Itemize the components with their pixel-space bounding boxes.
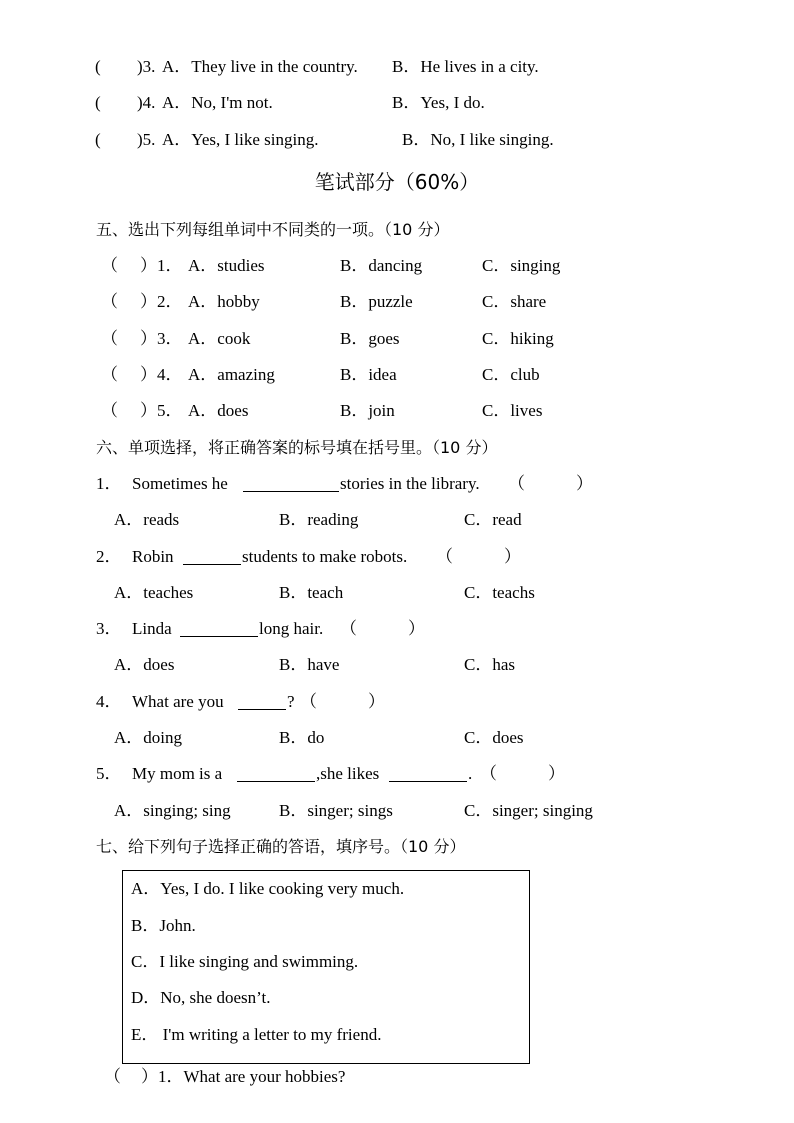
- question-text-post: .: [468, 764, 473, 783]
- question-number: 5．: [96, 764, 122, 783]
- option-c: C．teachs: [464, 583, 535, 602]
- option-c: C．read: [464, 510, 522, 529]
- question-5: [0, 762, 794, 786]
- option-b: B．dancing: [340, 256, 423, 275]
- answer-option-c: [0, 950, 794, 974]
- option-b: B．singer; sings: [279, 801, 393, 820]
- answer-paren: （: [101, 256, 118, 275]
- question-text-mid: ,she likes: [316, 764, 380, 783]
- answer-blank-1[interactable]: [237, 765, 315, 782]
- option-a: A．No, I'm not.: [162, 93, 273, 112]
- option-a: A．doing: [114, 728, 182, 747]
- question-text-pre: Robin: [132, 547, 174, 566]
- answer-option-a: [0, 877, 794, 901]
- question-4: [0, 690, 794, 714]
- answer-option-b: [0, 914, 794, 938]
- section5-item-1: [0, 254, 794, 278]
- option-a: A．They live in the country.: [162, 57, 358, 76]
- answer-paren: （: [101, 292, 118, 311]
- item-number: ）5．: [140, 401, 183, 420]
- answer-blank[interactable]: [183, 548, 241, 565]
- option-b: B．No, I like singing.: [402, 130, 554, 149]
- question-number: 3．: [96, 619, 122, 638]
- section7-heading-text: 七、给下列句子选择正确的答语，填序号。（10 分）: [96, 837, 466, 856]
- option-a: A．does: [188, 401, 249, 420]
- question-text-post: long hair.: [259, 619, 324, 638]
- question-3: [0, 617, 794, 641]
- answer-paren[interactable]: （: [104, 1067, 121, 1086]
- section5-item-4: [0, 363, 794, 387]
- answer-paren[interactable]: （ ）: [480, 764, 565, 783]
- option-c: C．does: [464, 728, 524, 747]
- option-c: C．hiking: [482, 329, 554, 348]
- answer-paren: （: [101, 365, 118, 384]
- answer-paren[interactable]: （ ）: [436, 547, 521, 566]
- option-b: B．do: [279, 728, 325, 747]
- section5-item-5: [0, 399, 794, 423]
- answer-paren[interactable]: （ ）: [300, 692, 385, 711]
- option-b: B．teach: [279, 583, 344, 602]
- written-part-title: 笔试部分（60%）: [314, 170, 480, 194]
- option-b: B．Yes, I do.: [392, 93, 485, 112]
- section6-heading-text: 六、单项选择，将正确答案的标号填在括号里。（10 分）: [96, 438, 498, 457]
- answer-paren: (: [95, 130, 101, 149]
- section7-question-1: [0, 1065, 794, 1089]
- section5-item-2: [0, 290, 794, 314]
- option-b: B．idea: [340, 365, 397, 384]
- answer-paren: （: [101, 329, 118, 348]
- question-1-options: [0, 508, 794, 532]
- answer-option-text: A．Yes, I do. I like cooking very much.: [131, 879, 405, 898]
- section5-heading-text: 五、选出下列每组单词中不同类的一项。（10 分）: [96, 220, 450, 239]
- section5-item-3: [0, 327, 794, 351]
- option-c: C．share: [482, 292, 547, 311]
- question-text-pre: Sometimes he: [132, 474, 228, 493]
- option-c: C．lives: [482, 401, 543, 420]
- question-1: [0, 472, 794, 496]
- question-text-post: stories in the library.: [340, 474, 480, 493]
- section5-heading: [0, 218, 794, 242]
- question-text-pre: My mom is a: [132, 764, 223, 783]
- listening-item-3: [0, 55, 794, 79]
- question-text-post: ?: [287, 692, 295, 711]
- option-b: B．goes: [340, 329, 400, 348]
- answer-option-text: B．John.: [131, 916, 196, 935]
- item-number: ）3．: [140, 329, 183, 348]
- answer-paren[interactable]: （ ）: [340, 619, 425, 638]
- option-b: B．join: [340, 401, 395, 420]
- option-c: C．club: [482, 365, 540, 384]
- answer-blank[interactable]: [243, 475, 339, 492]
- item-number: )4.: [137, 93, 156, 112]
- option-a: A．does: [114, 655, 175, 674]
- question-text: ）1．What are your hobbies?: [141, 1067, 346, 1086]
- item-number: )5.: [137, 130, 156, 149]
- question-text-pre: Linda: [132, 619, 172, 638]
- option-a: A．studies: [188, 256, 265, 275]
- answer-paren: (: [95, 93, 101, 112]
- answer-blank-2[interactable]: [389, 765, 467, 782]
- question-text-post: students to make robots.: [242, 547, 408, 566]
- option-a: A．Yes, I like singing.: [162, 130, 319, 149]
- option-a: A．singing; sing: [114, 801, 231, 820]
- answer-paren[interactable]: （ ）: [508, 474, 593, 493]
- answer-option-text: D．No, she doesn’t.: [131, 988, 271, 1007]
- answer-option-e: [0, 1023, 794, 1047]
- option-a: A．teaches: [114, 583, 194, 602]
- answer-option-text: C．I like singing and swimming.: [131, 952, 359, 971]
- item-number: ）4．: [140, 365, 183, 384]
- option-c: C．singing: [482, 256, 561, 275]
- listening-item-5: [0, 128, 794, 152]
- question-number: 1．: [96, 474, 122, 493]
- item-number: )3.: [137, 57, 156, 76]
- section6-heading: [0, 436, 794, 460]
- question-number: 2．: [96, 547, 122, 566]
- question-3-options: [0, 653, 794, 677]
- option-a: A．cook: [188, 329, 251, 348]
- question-2: [0, 545, 794, 569]
- option-b: B．reading: [279, 510, 359, 529]
- item-number: ）1．: [140, 256, 183, 275]
- question-2-options: [0, 581, 794, 605]
- option-c: C．has: [464, 655, 515, 674]
- answer-paren: （: [101, 401, 118, 420]
- question-number: 4．: [96, 692, 122, 711]
- answer-option-d: [0, 986, 794, 1010]
- listening-item-4: [0, 91, 794, 115]
- option-b: B．puzzle: [340, 292, 413, 311]
- section7-heading: [0, 835, 794, 859]
- answer-blank[interactable]: [238, 693, 286, 710]
- question-text-pre: What are you: [132, 692, 224, 711]
- answer-option-text: E． I'm writing a letter to my friend.: [131, 1025, 382, 1044]
- question-5-options: [0, 799, 794, 823]
- item-number: ）2．: [140, 292, 183, 311]
- option-c: C．singer; singing: [464, 801, 593, 820]
- question-4-options: [0, 726, 794, 750]
- answer-paren: (: [95, 57, 101, 76]
- option-a: A．hobby: [188, 292, 260, 311]
- option-b: B．have: [279, 655, 340, 674]
- answer-blank[interactable]: [180, 620, 258, 637]
- option-b: B．He lives in a city.: [392, 57, 539, 76]
- option-a: A．reads: [114, 510, 180, 529]
- option-a: A．amazing: [188, 365, 275, 384]
